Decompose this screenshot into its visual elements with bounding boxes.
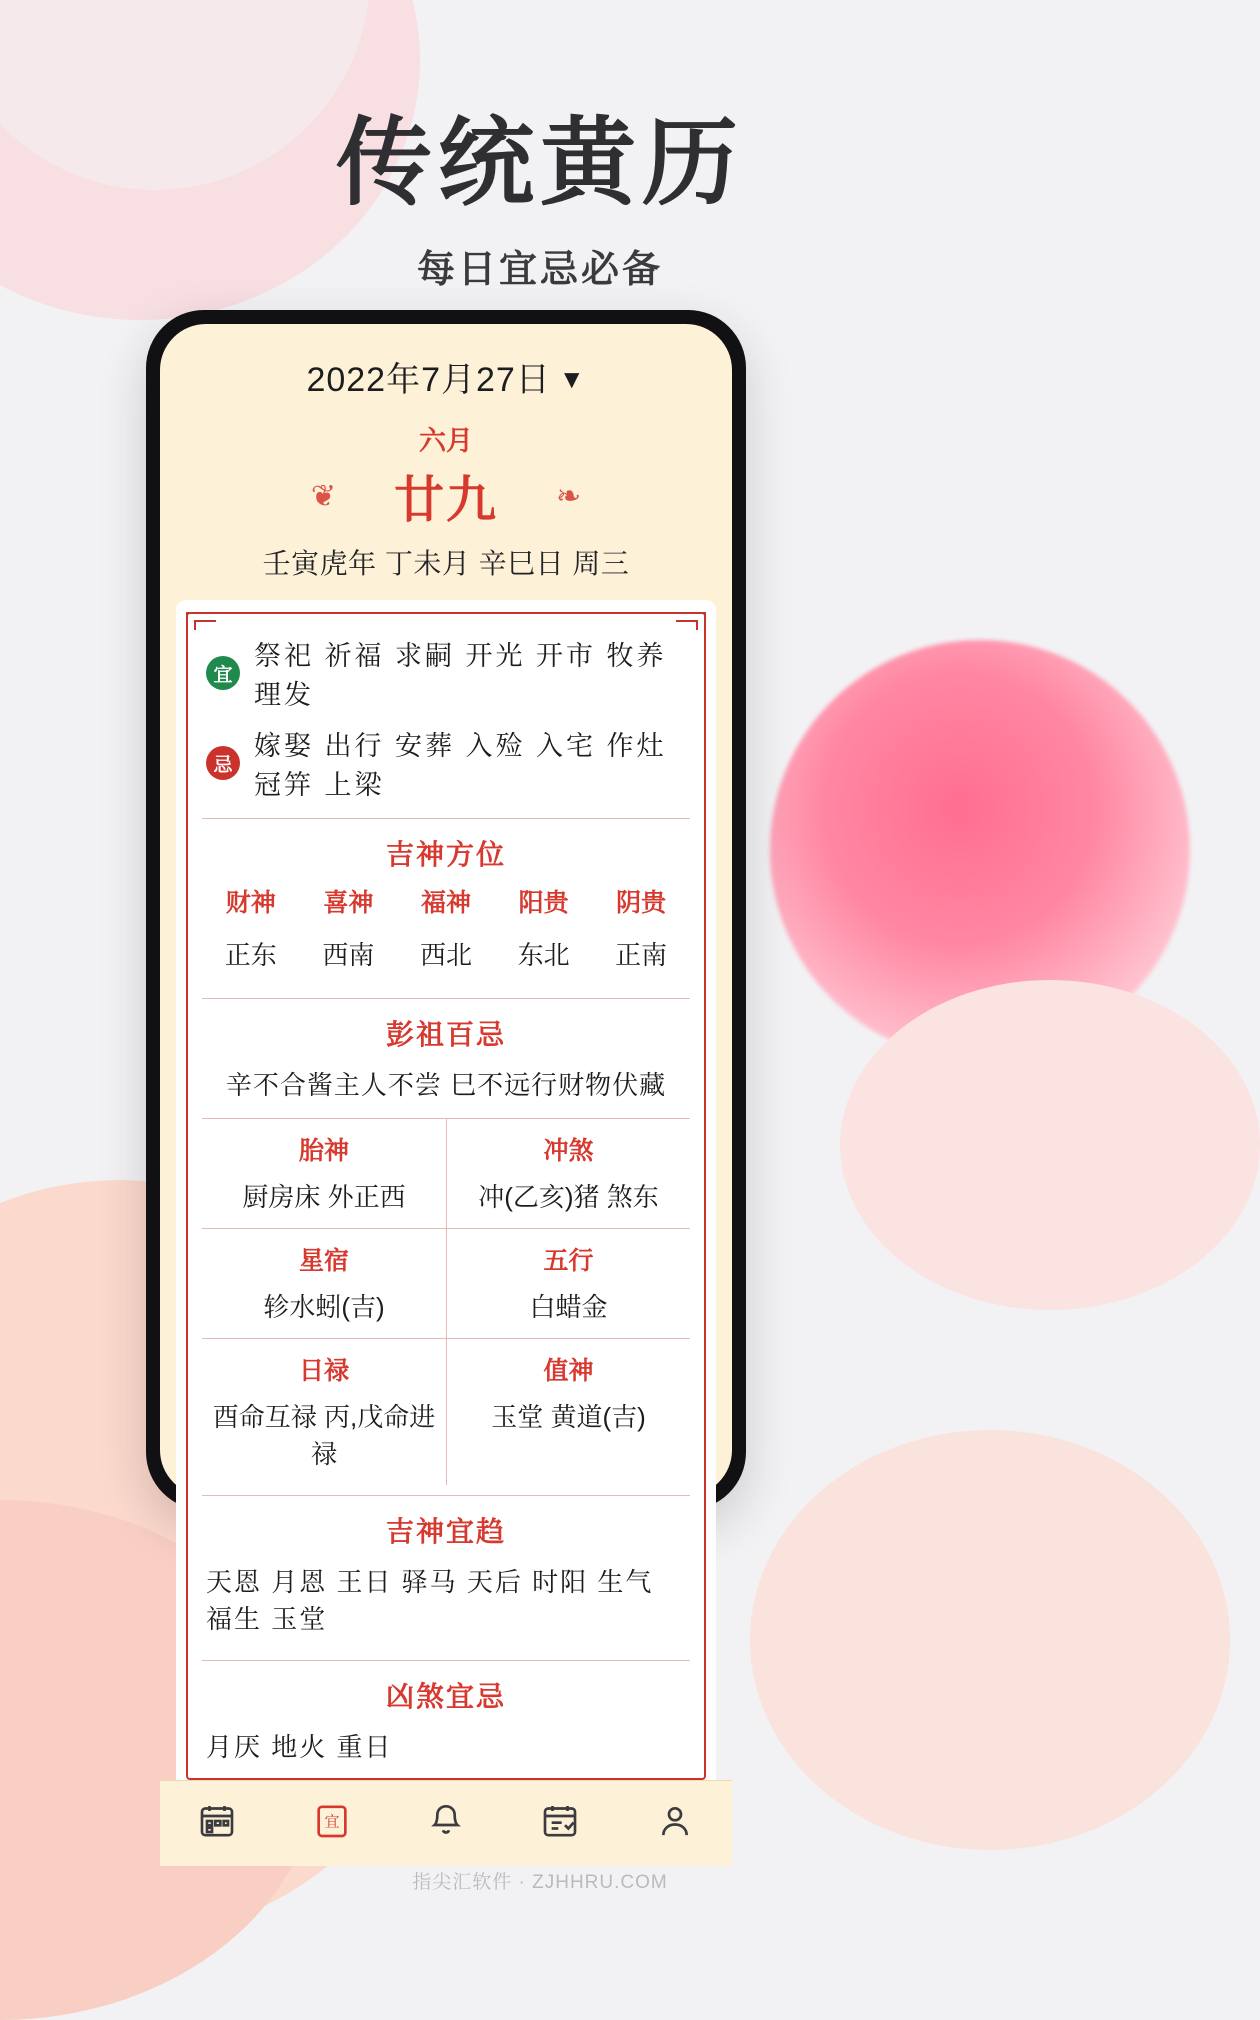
date-selector-label: 2022年7月27日 (306, 361, 551, 399)
direction-value: 正东 (224, 940, 277, 970)
table-row (202, 1229, 690, 1339)
cell-value: 厨房床 外正西 (242, 1182, 406, 1212)
cell-title: 值神 (543, 1357, 594, 1385)
detail-table (202, 1118, 690, 1485)
direction-header: 喜神 (323, 889, 374, 917)
poster-header (0, 112, 1080, 293)
table-cell (446, 1339, 690, 1485)
ji-row[interactable] (202, 718, 690, 808)
pengzu-text: 辛不合酱主人不尝 巳不远行财物伏藏 (225, 1070, 667, 1100)
phone-screen (160, 324, 732, 1831)
direction-header: 财神 (225, 889, 276, 917)
cell-title: 冲煞 (543, 1137, 594, 1165)
lucky-directions-title: 吉神方位 (385, 839, 506, 870)
cell-value: 轸水蚓(吉) (263, 1292, 385, 1322)
nav-item-profile[interactable] (630, 1801, 720, 1841)
almanac-card (176, 600, 716, 1780)
auspicious-title: 吉神宜趋 (385, 1516, 506, 1547)
inauspicious-text: 月厌 地火 重日 (206, 1732, 393, 1762)
direction-value: 正南 (615, 940, 668, 970)
lucky-directions-grid (202, 883, 690, 988)
direction-value: 东北 (517, 940, 570, 970)
background-blob-bottom-right (750, 1430, 1230, 1850)
table-cell (446, 1119, 690, 1228)
corner-ornament-top-left-inner-icon (194, 620, 216, 630)
cell-title: 胎神 (298, 1137, 349, 1165)
ornament-left-icon: ❦ (310, 479, 336, 513)
nav-item-almanac[interactable] (287, 1801, 377, 1841)
direction-value: 西南 (322, 940, 375, 970)
almanac-icon (312, 1801, 352, 1841)
direction-header: 福神 (420, 889, 471, 917)
table-row (202, 1119, 690, 1229)
nav-item-notes[interactable] (515, 1801, 605, 1841)
cell-value: 酉命互禄 丙,戊命进禄 (212, 1402, 436, 1469)
lunar-day-row (160, 460, 732, 532)
notes-icon (540, 1801, 580, 1841)
corner-ornament-top-right-inner-icon (676, 620, 698, 630)
calendar-icon (197, 1801, 237, 1841)
lunar-month-label: 六月 (419, 426, 473, 456)
cell-value: 冲(乙亥)猪 煞东 (478, 1182, 659, 1212)
ganzhi-label: 壬寅虎年 丁未月 辛巳日 周三 (262, 548, 630, 579)
cell-title: 日禄 (298, 1357, 349, 1385)
table-row (202, 1339, 690, 1485)
auspicious-text: 天恩 月恩 王日 驿马 天后 时阳 生气 福生 玉堂 (206, 1567, 654, 1634)
nav-item-reminder[interactable] (401, 1801, 491, 1841)
bell-icon (426, 1801, 466, 1841)
nav-item-calendar[interactable] (172, 1801, 262, 1841)
inauspicious-title: 凶煞宜忌 (385, 1681, 506, 1712)
bottom-navigation (160, 1780, 732, 1866)
table-cell (202, 1119, 446, 1228)
footer-watermark: 指尖汇软件 · ZJHHRU.COM (412, 1872, 668, 1893)
ornament-right-icon: ❧ (556, 479, 582, 513)
person-icon (655, 1801, 695, 1841)
lunar-day-label: 廿九 (394, 472, 498, 528)
yi-badge-icon: 宜 (206, 656, 240, 690)
table-cell (446, 1229, 690, 1338)
direction-header: 阴贵 (616, 889, 667, 917)
poster-subheadline: 每日宜忌必备 (416, 248, 663, 291)
svg-text:宜: 宜 (324, 1813, 340, 1831)
almanac-card-border (186, 612, 706, 1780)
cell-title: 五行 (543, 1247, 594, 1275)
cell-value: 白蜡金 (529, 1292, 608, 1322)
cell-title: 星宿 (298, 1247, 349, 1275)
ji-items: 嫁娶 出行 安葬 入殓 入宅 作灶 冠笄 上梁 (254, 731, 667, 800)
phone-mockup (146, 310, 746, 1831)
pengzu-title: 彭祖百忌 (385, 1019, 506, 1050)
ji-badge-icon: 忌 (206, 746, 240, 780)
table-cell (202, 1339, 446, 1485)
poster-headline: 传统黄历 (336, 110, 744, 217)
yi-row[interactable] (202, 628, 690, 718)
yi-items: 祭祀 祈福 求嗣 开光 开市 牧养 理发 (254, 641, 667, 710)
background-blob-right-soft (840, 980, 1260, 1310)
table-cell (202, 1229, 446, 1338)
chevron-down-icon: ▼ (558, 364, 586, 394)
direction-header: 阳贵 (518, 889, 569, 917)
cell-value: 玉堂 黄道(吉) (491, 1402, 646, 1432)
date-selector[interactable] (160, 324, 732, 407)
direction-value: 西北 (419, 940, 472, 970)
